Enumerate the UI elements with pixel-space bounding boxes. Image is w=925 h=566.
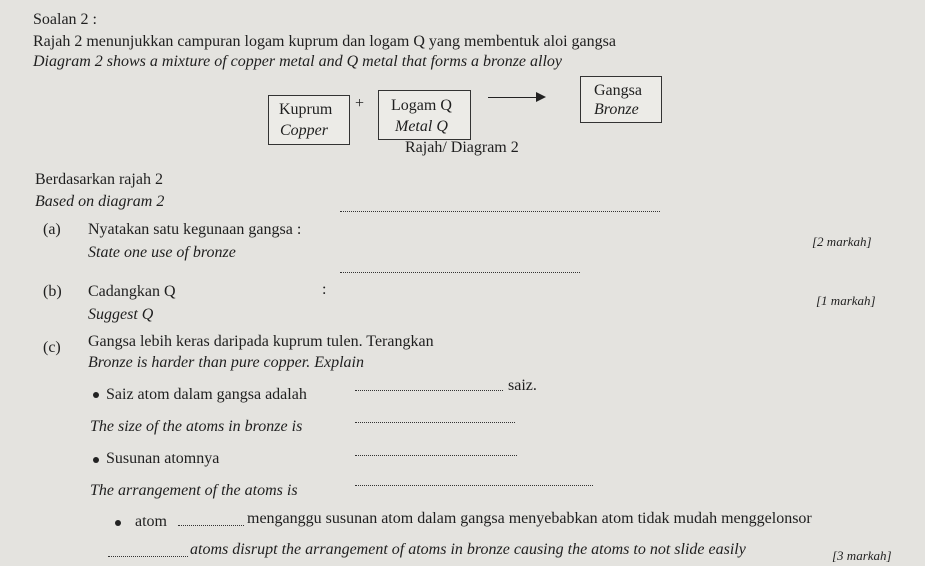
bronze-label-malay: Gangsa [594, 82, 642, 99]
plus-sign: + [355, 95, 365, 112]
intro-english: Diagram 2 shows a mixture of copper metal and Q metal that forms a bronze alloy [33, 53, 563, 70]
intro-malay: Rajah 2 menunjukkan campuran logam kuprum dan logam Q yang membentuk aloi gangsa [33, 33, 616, 50]
answer-b-line[interactable] [340, 272, 580, 273]
question-c-malay: Gangsa lebih keras daripada kuprum tulen. Terangkan [88, 333, 434, 350]
metal-q-label-malay: Logam Q [391, 97, 452, 114]
bullet-3-start: atom [135, 513, 167, 530]
answer-c2-line[interactable] [355, 455, 517, 456]
question-heading: Soalan 2 : [33, 11, 97, 28]
question-c-english: Bronze is harder than pure copper. Explain [88, 354, 364, 371]
arrow-head-icon [536, 92, 546, 102]
bullet-3 [115, 520, 121, 526]
bullet-3-malay: menganggu susunan atom dalam gangsa menyebabkan atom tidak mudah menggelonsor [247, 510, 812, 527]
question-a-malay: Nyatakan satu kegunaan gangsa : [88, 221, 302, 238]
copper-label-malay: Kuprum [279, 101, 333, 118]
question-b-label: (b) [43, 283, 62, 300]
answer-c2-english-line[interactable] [355, 485, 593, 486]
question-c-marks: [3 markah] [832, 548, 892, 563]
diagram-caption: Rajah/ Diagram 2 [405, 139, 519, 156]
question-b-malay: Cadangkan Q [88, 283, 176, 300]
reaction-arrow [488, 97, 538, 98]
bronze-box [580, 76, 662, 123]
bullet-3-english: atoms disrupt the arrangement of atoms in bronze causing the atoms to not slide easily [190, 541, 746, 558]
based-on-malay: Berdasarkan rajah 2 [35, 171, 163, 188]
bullet-1 [93, 392, 99, 398]
question-a-english: State one use of bronze [88, 244, 236, 261]
metal-q-label-english: Metal Q [395, 118, 448, 135]
based-on-english: Based on diagram 2 [35, 193, 165, 210]
answer-a-line[interactable] [340, 211, 660, 212]
bronze-label-english: Bronze [594, 101, 639, 118]
answer-c1-english-line[interactable] [355, 422, 515, 423]
copper-box [268, 95, 350, 145]
answer-c1-line[interactable] [355, 390, 503, 391]
bullet-1-suffix: saiz. [508, 377, 537, 394]
question-b-marks: [1 markah] [816, 293, 876, 308]
question-b-colon: : [322, 281, 327, 298]
bullet-2-english: The arrangement of the atoms is [90, 482, 298, 499]
question-c-label: (c) [43, 339, 61, 356]
copper-label-english: Copper [280, 122, 328, 139]
metal-q-box [378, 90, 471, 140]
answer-c3-line[interactable] [178, 525, 244, 526]
bullet-1-english: The size of the atoms in bronze is [90, 418, 303, 435]
question-a-marks: [2 markah] [812, 234, 872, 249]
bullet-2-malay: Susunan atomnya [106, 450, 220, 467]
question-b-english: Suggest Q [88, 306, 154, 323]
question-a-label: (a) [43, 221, 61, 238]
bullet-1-malay: Saiz atom dalam gangsa adalah [106, 386, 307, 403]
answer-c3-english-line[interactable] [108, 556, 188, 557]
bullet-2 [93, 457, 99, 463]
